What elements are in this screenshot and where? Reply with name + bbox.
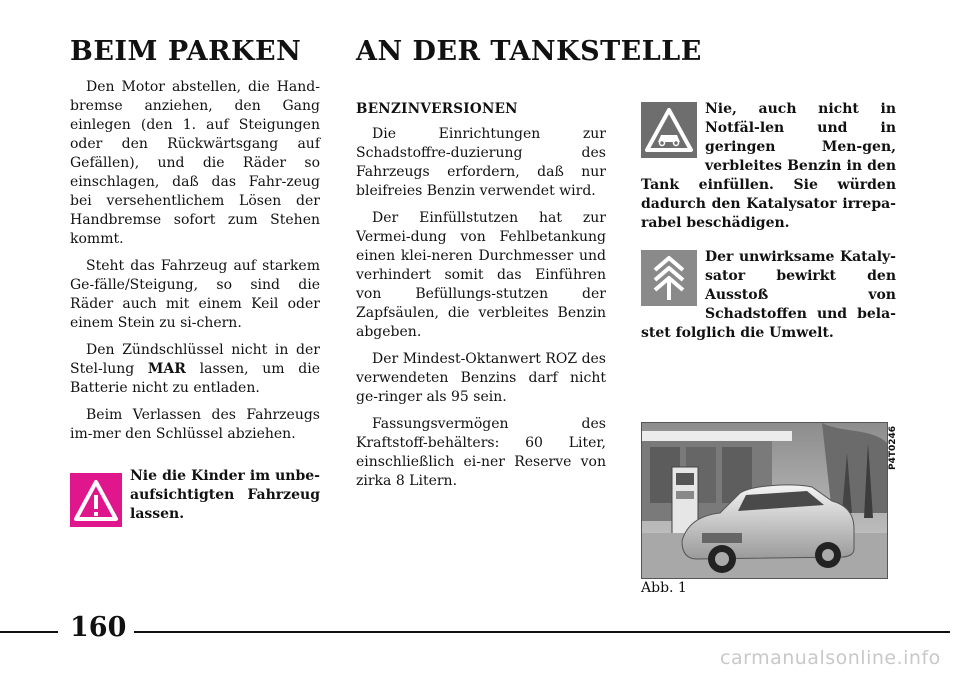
figure-code: P4T0246 xyxy=(888,425,898,470)
warning-note xyxy=(70,467,320,529)
text-run: Den Zündschlüssel nicht in der Stel-lung xyxy=(70,342,320,377)
caution-note-text: Nie, auch nicht in Notfäl-len und in geringen Men-gen, verbleites Benzin in den Tank einfüllen. Sie würden dadurch den Katalysator irrepa-rabel beschädigen. xyxy=(641,101,896,231)
page-number: 160 xyxy=(70,612,127,643)
fuel-text xyxy=(356,100,606,499)
warning-triangle-icon xyxy=(70,473,122,527)
paragraph: Steht das Fahrzeug auf starkem Ge-fälle/Steigung, so sind die Räder auch mit einem Keil oder einem Stein zu si-chern. xyxy=(70,258,320,331)
footer-rule-left xyxy=(0,631,58,633)
paragraph: Beim Verlassen des Fahrzeugs im-mer den Schlüssel abziehen. xyxy=(70,407,320,442)
caution-note xyxy=(641,100,896,233)
heading-an-der-tankstelle: AN DER TANKSTELLE xyxy=(356,36,702,67)
parking-text xyxy=(70,78,320,452)
paragraph: Die Einrichtungen zur Schadstoffre-duzierung des Fahrzeugs erfordern, daß nur bleifreies Benzin verwendet wird. xyxy=(356,126,606,199)
paragraph: Den Motor abstellen, die Hand-bremse anziehen, den Gang einlegen (den 1. auf Steigungen oder den Rückwärtsgang auf Gefällen), und die Räder so einschlagen, daß das Fahr-zeug bei versehentlichem Lösen der Handbremse sofort zum Stehen kommt. xyxy=(70,79,320,247)
figure-car-at-fuel-station xyxy=(641,422,888,579)
paragraph: Fassungsvermögen des Kraftstoff-behälters: 60 Liter, einschließlich ei-ner Reserve von zirka 8 Litern. xyxy=(356,416,606,489)
paragraph: Der Mindest-Oktanwert ROZ des verwendeten Benzins darf nicht ge-ringer als 95 sein. xyxy=(356,351,606,405)
environment-note-text: Der unwirksame Kataly-sator bewirkt den Ausstoß von Schadstoffen und bela-stet folglich die Umwelt. xyxy=(641,249,896,341)
environment-tree-icon xyxy=(641,250,697,306)
warning-note-text: Nie die Kinder im unbe-aufsichtigten Fahrzeug lassen. xyxy=(130,468,320,522)
paragraph: Der Einfüllstutzen hat zur Vermei-dung von Fehlbetankung einen klei-neren Durchmesser und verhindert somit das Einführen von Befüllungs-stutzen der Zapfsäulen, die verbleites Benzin abgeben. xyxy=(356,210,606,340)
subheading-benzinversionen: BENZINVERSIONEN xyxy=(356,101,518,117)
footer-rule-right xyxy=(134,631,950,633)
watermark: carmanualsonline.info xyxy=(720,647,941,669)
paragraph-ignition xyxy=(70,341,320,398)
car-caution-icon xyxy=(641,102,697,158)
figure-caption: Abb. 1 xyxy=(641,580,687,596)
environment-note xyxy=(641,248,896,343)
text-run: lassen, um die Batterie nicht zu entladen. xyxy=(70,361,321,396)
key-position-mar: MAR xyxy=(147,361,186,377)
heading-beim-parken: BEIM PARKEN xyxy=(70,36,302,67)
